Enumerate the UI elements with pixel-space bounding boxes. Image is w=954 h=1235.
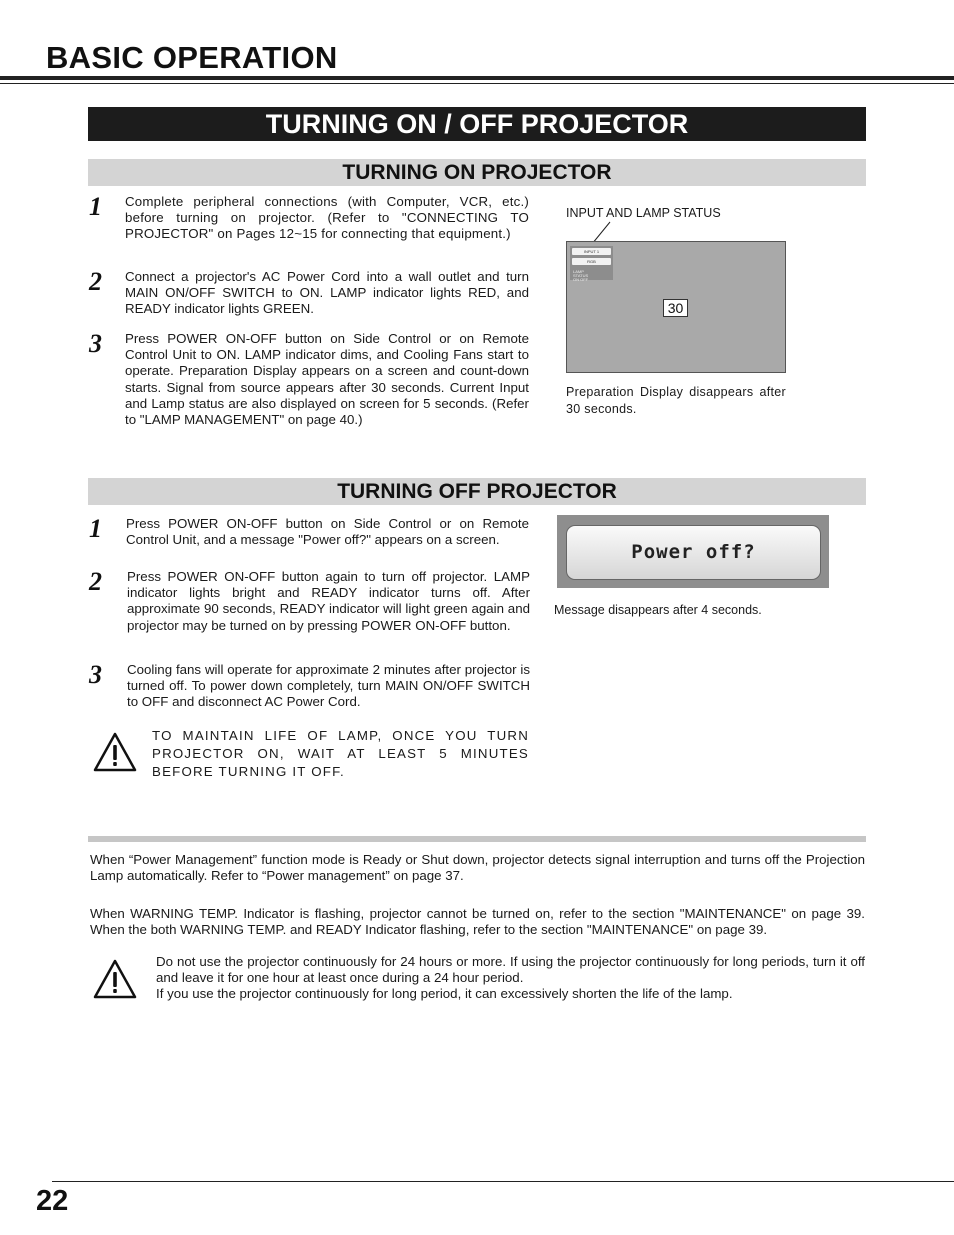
warning-temp-note: When WARNING TEMP. Indicator is flashing, projector cannot be turned on, refer to the section "MAINTENANCE" on page 39. When the both WARNING TEMP. and READY Indicator flashing, refer to the section "MAINTENANCE" on page 39. xyxy=(90,906,865,938)
power-off-message: Power off? xyxy=(566,525,821,580)
figure-label: INPUT AND LAMP STATUS xyxy=(566,206,721,220)
off-step-3-text: Cooling fans will operate for approximate 2 minutes after projector is turned off. To power down completely, turn MAIN ON/OFF SWITCH to OFF and disconnect AC Power Cord. xyxy=(127,662,530,710)
page-title: TURNING ON / OFF PROJECTOR xyxy=(88,107,866,141)
on-step-3-number: 3 xyxy=(89,329,102,358)
continuous-use-warning xyxy=(156,954,865,1003)
warning-icon-2 xyxy=(93,958,137,1000)
continuous-use-warning-line-2: If you use the projector continuously for long period, it can excessively shorten the life of the lamp. xyxy=(156,986,733,1002)
header-rule xyxy=(0,76,954,80)
turning-on-heading: TURNING ON PROJECTOR xyxy=(88,159,866,186)
input-badge: INPUT 1 xyxy=(572,248,611,255)
lamp-status-lines: LAMP STATUS ON OFF xyxy=(573,269,589,282)
turning-off-heading: TURNING OFF PROJECTOR xyxy=(88,478,866,505)
on-step-1-number: 1 xyxy=(89,192,102,221)
source-badge: RGB xyxy=(572,258,611,265)
on-step-2-text: Connect a projector's AC Power Cord into a wall outlet and turn MAIN ON/OFF SWITCH to ON. LAMP indicator lights RED, and READY indicator lights GREEN. xyxy=(125,269,529,317)
message-caption: Message disappears after 4 seconds. xyxy=(554,603,762,617)
on-step-3-text: Press POWER ON-OFF button on Side Control or on Remote Control Unit to ON. LAMP indicator dims, and Cooling Fans start to operate. Preparation Display appears on a screen and count-down starts. Signal from source appears after 30 seconds. Current Input and Lamp status are also displayed on screen for 5 seconds. (Refer to "LAMP MANAGEMENT" on page 40.) xyxy=(125,331,529,428)
figure-caption: Preparation Display disappears after 30 seconds. xyxy=(566,385,786,416)
on-step-2-number: 2 xyxy=(89,267,102,296)
notes-divider xyxy=(88,836,866,842)
on-step-1-text: Complete peripheral connections (with Computer, VCR, etc.) before turning on projector. (Refer to "CONNECTING TO PROJECTOR" on Pages 12~15 for connecting that equipment.) xyxy=(125,194,529,242)
continuous-use-warning-line-1: Do not use the projector continuously for 24 hours or more. If using the projector continuously for long periods, turn it off and leave it for one hour at least once during a 24 hour period. xyxy=(156,954,865,986)
page-number: 22 xyxy=(36,1185,69,1217)
warning-icon xyxy=(93,731,137,773)
section-header: BASIC OPERATION xyxy=(46,40,338,75)
lamp-caution-text: TO MAINTAIN LIFE OF LAMP, ONCE YOU TURN PROJECTOR ON, WAIT AT LEAST 5 MINUTES BEFORE TURNING IT OFF. xyxy=(152,728,529,779)
off-step-2-number: 2 xyxy=(89,567,102,596)
footer-rule xyxy=(52,1181,954,1182)
status-menu xyxy=(570,246,613,280)
off-step-3-number: 3 xyxy=(89,660,102,689)
power-off-message-display xyxy=(557,515,829,588)
off-step-2-text: Press POWER ON-OFF button again to turn off projector. LAMP indicator lights bright and READY indicator turns off. After approximate 90 seconds, READY indicator will light green again and projector may be turned on by pressing POWER ON-OFF button. xyxy=(127,569,530,633)
off-step-1-number: 1 xyxy=(89,514,102,543)
header-rule-thin xyxy=(0,83,954,84)
countdown-display: 30 xyxy=(663,299,688,317)
power-management-note: When “Power Management” function mode is Ready or Shut down, projector detects signal interruption and turns off the Projection Lamp automatically. Refer to “Power management” on page 37. xyxy=(90,852,865,884)
off-step-1-text: Press POWER ON-OFF button on Side Control or on Remote Control Unit, and a message "Power off?" appears on a screen. xyxy=(126,516,529,548)
preparation-display xyxy=(566,241,786,373)
